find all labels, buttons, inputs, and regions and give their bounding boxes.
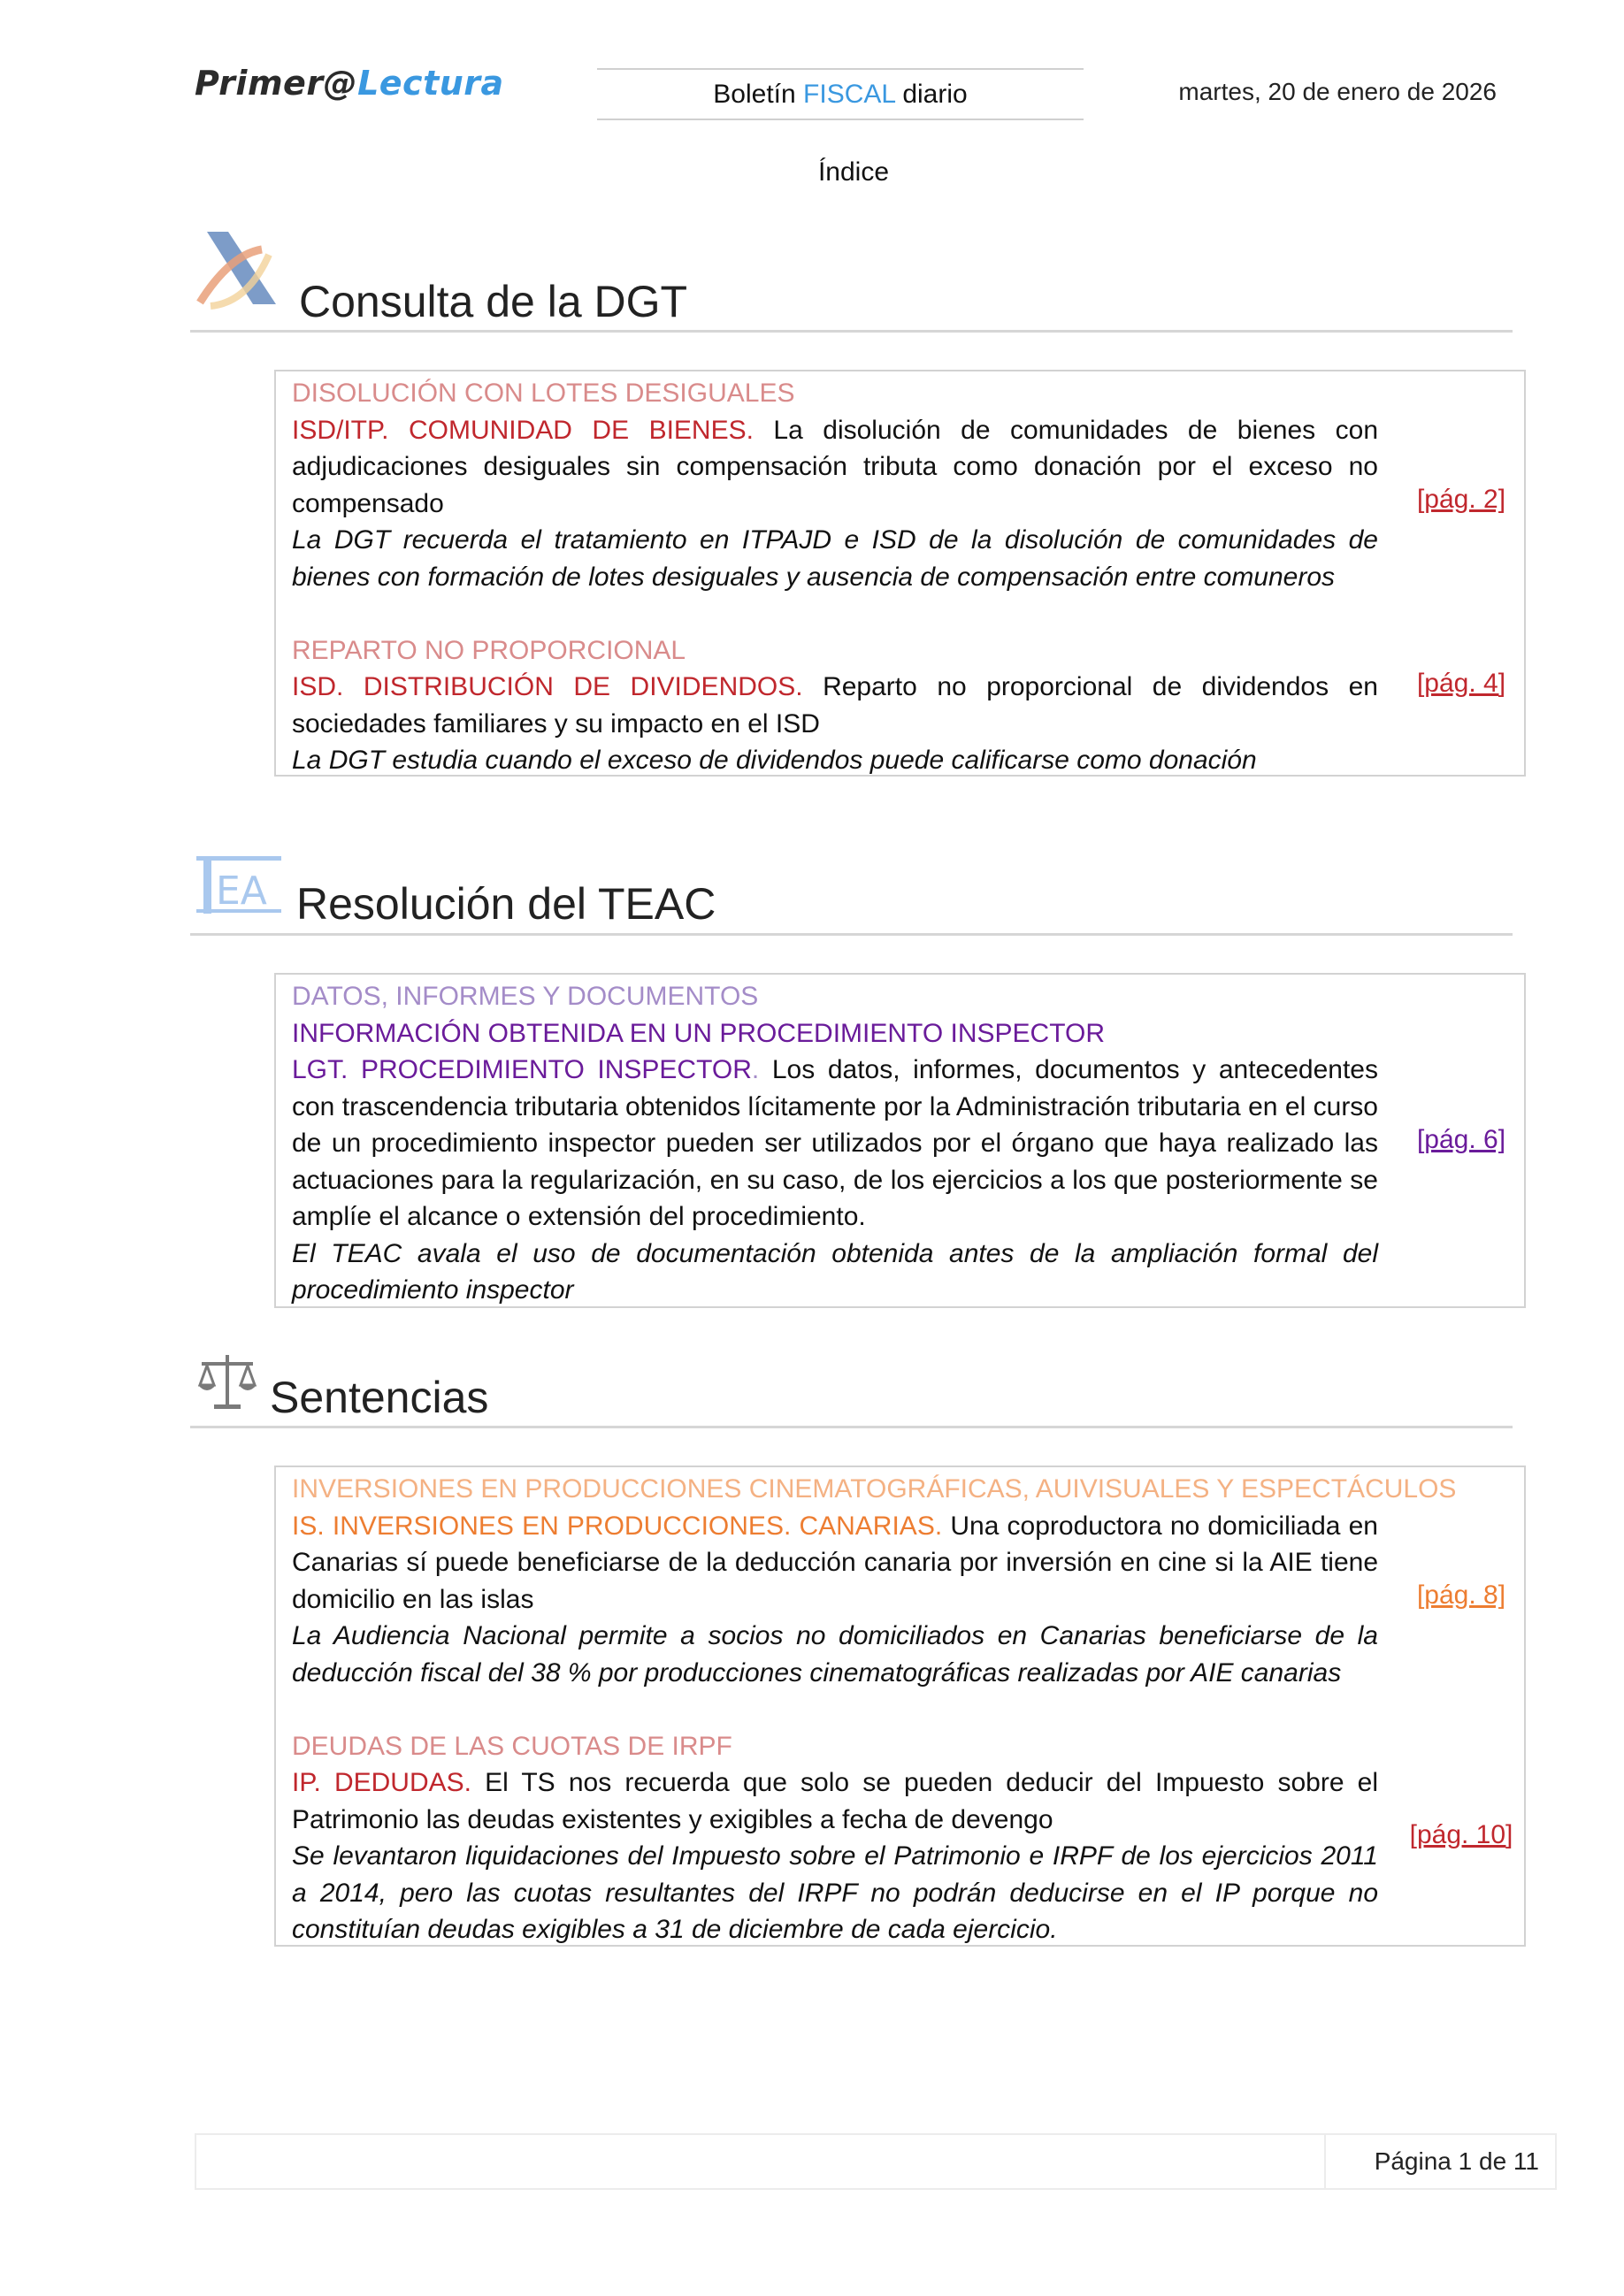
tea-logo-icon (195, 854, 283, 916)
page-link[interactable]: [pág. 8] (1416, 1580, 1506, 1610)
section-title-sentencias: Sentencias (270, 1373, 489, 1422)
index-entry (276, 375, 1524, 595)
entry-lead: ISD/ITP. COMUNIDAD DE BIENES. (292, 415, 754, 445)
entry-kicker: INVERSIONES EN PRODUCCIONES CINEMATOGRÁFICAS, AUIVISUALES Y ESPECTÁCULOS (292, 1474, 1457, 1504)
section-divider (190, 330, 1513, 333)
entry-subkicker: INFORMACIÓN OBTENIDA EN UN PROCEDIMIENTO INSPECTOR (292, 1018, 1105, 1048)
index-box-dgt (274, 370, 1526, 777)
page-link[interactable]: [pág. 4] (1416, 668, 1506, 698)
bulletin-title-part1: Boletín (713, 80, 796, 109)
entry-body: Una coproductora no domiciliada en Canarias sí puede beneficiarse de la deducción canaria por inversión en cine si la AIE tiene domicilio en las islas (292, 1511, 1378, 1614)
entry-summary: El TEAC avala el uso de documentación obtenida antes de la ampliación formal del procedimiento inspector (292, 1238, 1378, 1305)
entry-body: La disolución de comunidades de bienes con adjudicaciones desiguales sin compensación tributa como donación por el exceso no compensado (292, 415, 1379, 518)
svg-text:EA: EA (216, 869, 267, 914)
entry-body: Reparto no proporcional de dividendos en sociedades familiares y su impacto en el ISD (292, 672, 1378, 739)
bulletin-title (597, 68, 1084, 120)
page-link[interactable]: [pág. 6] (1416, 1125, 1506, 1154)
index-entry (276, 1471, 1524, 1691)
scales-of-justice-icon (196, 1353, 258, 1415)
index-entry (276, 978, 1524, 1309)
index-title: Índice (817, 157, 890, 187)
bulletin-title-part3: diario (902, 80, 968, 109)
entry-kicker: DEUDAS DE LAS CUOTAS DE IRPF (292, 1731, 732, 1761)
page-number: Página 1 de 11 (1374, 2147, 1539, 2175)
entry-lead-dot: . (751, 1055, 760, 1084)
entry-body: Los datos, informes, documentos y antecedentes con trascendencia tributaria obtenidos lícitamente por la Administración tributaria en el curso de un procedimiento inspector pueden ser utilizados por el órgano que haya realizado las actuaciones para la regularización, en su caso, de los ejercicios a los que posteriormente se amplíe el alcance o extensión del procedimiento. (292, 1055, 1378, 1231)
index-entry (276, 632, 1524, 779)
section-title-teac: Resolución del TEAC (296, 879, 716, 929)
section-divider (190, 1426, 1513, 1428)
index-box-sentencias (274, 1466, 1526, 1947)
entry-body: El TS nos recuerda que solo se pueden deducir del Impuesto sobre el Patrimonio las deudas existentes y exigibles a fecha de devengo (292, 1768, 1378, 1834)
entry-summary: La Audiencia Nacional permite a socios no domiciliados en Canarias beneficiarse de la deducción fiscal del 38 % por producciones cinematográficas realizadas por AIE canarias (292, 1621, 1378, 1688)
entry-summary: La DGT recuerda el tratamiento en ITPAJD e ISD de la disolución de comunidades de bienes con formación de lotes desiguales y ausencia de compensación entre comuneros (292, 525, 1378, 592)
logo-text-lectura: Lectura (357, 64, 504, 103)
entry-kicker: DISOLUCIÓN CON LOTES DESIGUALES (292, 379, 795, 408)
entry-kicker: DATOS, INFORMES Y DOCUMENTOS (292, 982, 759, 1011)
logo-text-primer: Primer@ (195, 64, 358, 103)
page-link[interactable]: [pág. 10] (1409, 1819, 1513, 1849)
entry-lead: IS. INVERSIONES EN PRODUCCIONES. CANARIAS. (292, 1511, 943, 1541)
section-title-dgt: Consulta de la DGT (299, 277, 688, 326)
entry-lead: ISD. DISTRIBUCIÓN DE DIVIDENDOS. (292, 672, 803, 701)
bulletin-title-fiscal: FISCAL (803, 80, 895, 109)
entry-lead: LGT. PROCEDIMIENTO INSPECTOR (292, 1055, 752, 1084)
index-box-teac (274, 973, 1526, 1308)
bulletin-date: martes, 20 de enero de 2026 (1178, 78, 1497, 105)
section-divider (190, 933, 1513, 936)
index-entry (276, 1728, 1524, 1948)
entry-summary: La DGT estudia cuando el exceso de dividendos puede calificarse como donación (292, 746, 1257, 775)
footer-divider (1324, 2135, 1326, 2188)
entry-lead: IP. DEDUDAS. (292, 1768, 471, 1797)
brand-logo (195, 64, 504, 103)
entry-summary: Se levantaron liquidaciones del Impuesto sobre el Patrimonio e IRPF de los ejercicios 2011 a 2014, pero las cuotas resultantes del IRPF no podrán deducirse en el IP porque no constituían deudas exigibles a 31 de diciembre de cada ejercicio. (292, 1841, 1378, 1944)
entry-kicker: REPARTO NO PROPORCIONAL (292, 635, 686, 665)
page-footer (195, 2133, 1557, 2190)
aeat-logo-icon (195, 228, 283, 313)
page-link[interactable]: [pág. 2] (1416, 485, 1506, 514)
